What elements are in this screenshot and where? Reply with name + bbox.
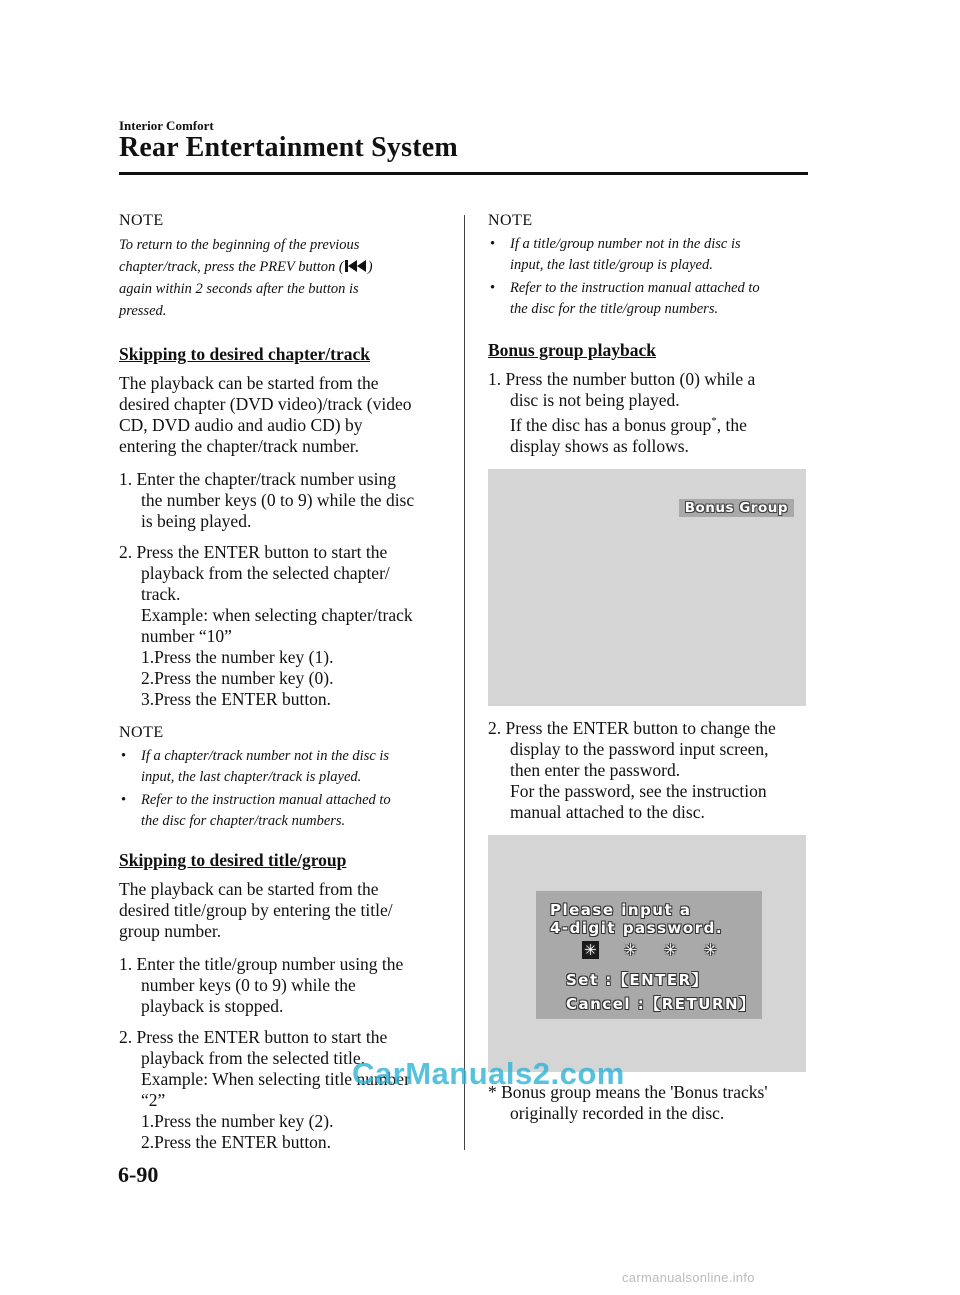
step-1 xyxy=(119,469,444,532)
section-label: Interior Comfort xyxy=(119,118,214,133)
text-line: then enter the password. xyxy=(510,759,681,780)
title-rule xyxy=(119,172,808,175)
note-prev xyxy=(119,212,444,322)
note-chapter xyxy=(119,724,444,832)
bonus-group-screen xyxy=(488,469,806,706)
watermark-logo: CarManuals2.com xyxy=(352,1056,625,1091)
footnote-marker: * xyxy=(711,415,717,427)
text-line: desired title/group by entering the title/ xyxy=(119,900,393,920)
text-line: 1. Enter the chapter/track number using xyxy=(119,469,396,489)
note-heading: NOTE xyxy=(119,724,164,741)
note-bullet xyxy=(488,234,808,276)
text-fragment: , the xyxy=(716,414,747,435)
note-title xyxy=(488,212,808,320)
cancel-return-label: Cancel :【RETURN】 xyxy=(566,994,756,1013)
note-heading: NOTE xyxy=(488,212,533,229)
text-line: The playback can be started from the xyxy=(119,879,379,899)
text-line: number “10” xyxy=(141,626,232,646)
note-line: To return to the beginning of the previous xyxy=(119,237,360,253)
note-bullet xyxy=(488,278,808,320)
password-dialog xyxy=(536,891,762,1019)
note-heading: NOTE xyxy=(119,212,164,229)
text-line: 2. Press the ENTER button to start the xyxy=(119,542,388,562)
text-line: display to the password input screen, xyxy=(510,738,769,759)
note-line: pressed. xyxy=(119,303,167,319)
text-line: 2.Press the number key (0). xyxy=(141,668,334,688)
text-line: If a chapter/track number not in the disc is xyxy=(141,748,390,764)
text-line: 2.Press the ENTER button. xyxy=(141,1132,332,1152)
step-2 xyxy=(119,542,444,710)
text-fragment: If the disc has a bonus group xyxy=(510,414,712,435)
left-column xyxy=(119,212,444,1163)
bonus-group-label: Bonus Group xyxy=(679,499,794,517)
text-line: 1. Enter the title/group number using the xyxy=(119,954,404,974)
right-column xyxy=(488,212,808,1134)
password-digit-2[interactable]: ✳ xyxy=(624,940,637,959)
text-line: display shows as follows. xyxy=(510,435,689,456)
heading-bonus-group: Bonus group playback xyxy=(488,340,656,360)
text-line: the disc for chapter/track numbers. xyxy=(141,813,346,829)
prev-track-icon xyxy=(344,259,368,273)
password-digit-4[interactable]: ✳ xyxy=(704,940,717,959)
text-line: originally recorded in the disc. xyxy=(510,1102,725,1123)
password-prompt-line2: 4-digit password. xyxy=(550,918,724,937)
note-text xyxy=(119,234,444,322)
note-line: again within 2 seconds after the button is xyxy=(119,281,359,297)
text-line: group number. xyxy=(119,921,222,941)
password-screen xyxy=(488,835,806,1072)
text-line: * Bonus group means the 'Bonus tracks' xyxy=(488,1081,768,1102)
text-line: Example: When selecting title number xyxy=(141,1069,410,1089)
text-line: 2. Press the ENTER button to change the xyxy=(488,717,776,738)
text-line: If a title/group number not in the disc is xyxy=(510,236,741,252)
text-line: 1. Press the number button (0) while a xyxy=(488,369,756,389)
page-number: 6-90 xyxy=(118,1162,159,1187)
text-line: CD, DVD audio and audio CD) by xyxy=(119,415,363,435)
text-line: input, the last title/group is played. xyxy=(510,257,713,273)
note-bullet xyxy=(119,790,444,832)
text-line: desired chapter (DVD video)/track (video xyxy=(119,394,412,414)
text-line: playback from the selected chapter/ xyxy=(141,563,390,583)
text-line: Refer to the instruction manual attached to xyxy=(510,280,760,296)
text-line: playback from the selected title. xyxy=(141,1048,366,1068)
set-enter-label: Set :【ENTER】 xyxy=(566,970,709,989)
note-bullet xyxy=(119,746,444,788)
column-divider xyxy=(464,215,465,1150)
heading-skip-chapter: Skipping to desired chapter/track xyxy=(119,344,371,364)
note-line: ) xyxy=(367,259,373,275)
text-line: playback is stopped. xyxy=(141,996,284,1016)
text-line: entering the chapter/track number. xyxy=(119,436,360,456)
text-line: The playback can be started from the xyxy=(119,373,379,393)
step-2 xyxy=(488,718,808,823)
text-line: is being played. xyxy=(141,511,252,531)
text-line xyxy=(510,411,808,436)
heading-skip-title: Skipping to desired title/group xyxy=(119,850,347,870)
text-line: 2. Press the ENTER button to start the xyxy=(119,1027,388,1047)
text-line: 3.Press the ENTER button. xyxy=(141,689,332,709)
page-title: Rear Entertainment System xyxy=(119,132,458,163)
password-prompt-line1: Please input a xyxy=(550,900,692,919)
text-line: disc is not being played. xyxy=(510,390,680,410)
watermark-footer: carmanualsonline.info xyxy=(622,1270,755,1285)
text-line: manual attached to the disc. xyxy=(510,801,705,822)
text-line: For the password, see the instruction xyxy=(510,780,767,801)
text-line: 1.Press the number key (2). xyxy=(141,1111,334,1131)
password-digit-1[interactable]: ✳ xyxy=(584,940,597,959)
text-line: Refer to the instruction manual attached to xyxy=(141,792,391,808)
text-line: 1.Press the number key (1). xyxy=(141,647,334,667)
text-line: the number keys (0 to 9) while the disc xyxy=(141,490,415,510)
text-line: the disc for the title/group numbers. xyxy=(510,301,719,317)
step-1 xyxy=(488,369,808,457)
intro-skip-chapter xyxy=(119,373,444,457)
intro-skip-title xyxy=(119,879,444,942)
text-line: track. xyxy=(141,584,181,604)
text-line: input, the last chapter/track is played. xyxy=(141,769,362,785)
password-digit-3[interactable]: ✳ xyxy=(664,940,677,959)
text-line: Example: when selecting chapter/track xyxy=(141,605,413,625)
text-line: number keys (0 to 9) while the xyxy=(141,975,356,995)
note-line: chapter/track, press the PREV button ( xyxy=(119,259,344,275)
text-line: “2” xyxy=(141,1090,166,1110)
step-1 xyxy=(119,954,444,1017)
